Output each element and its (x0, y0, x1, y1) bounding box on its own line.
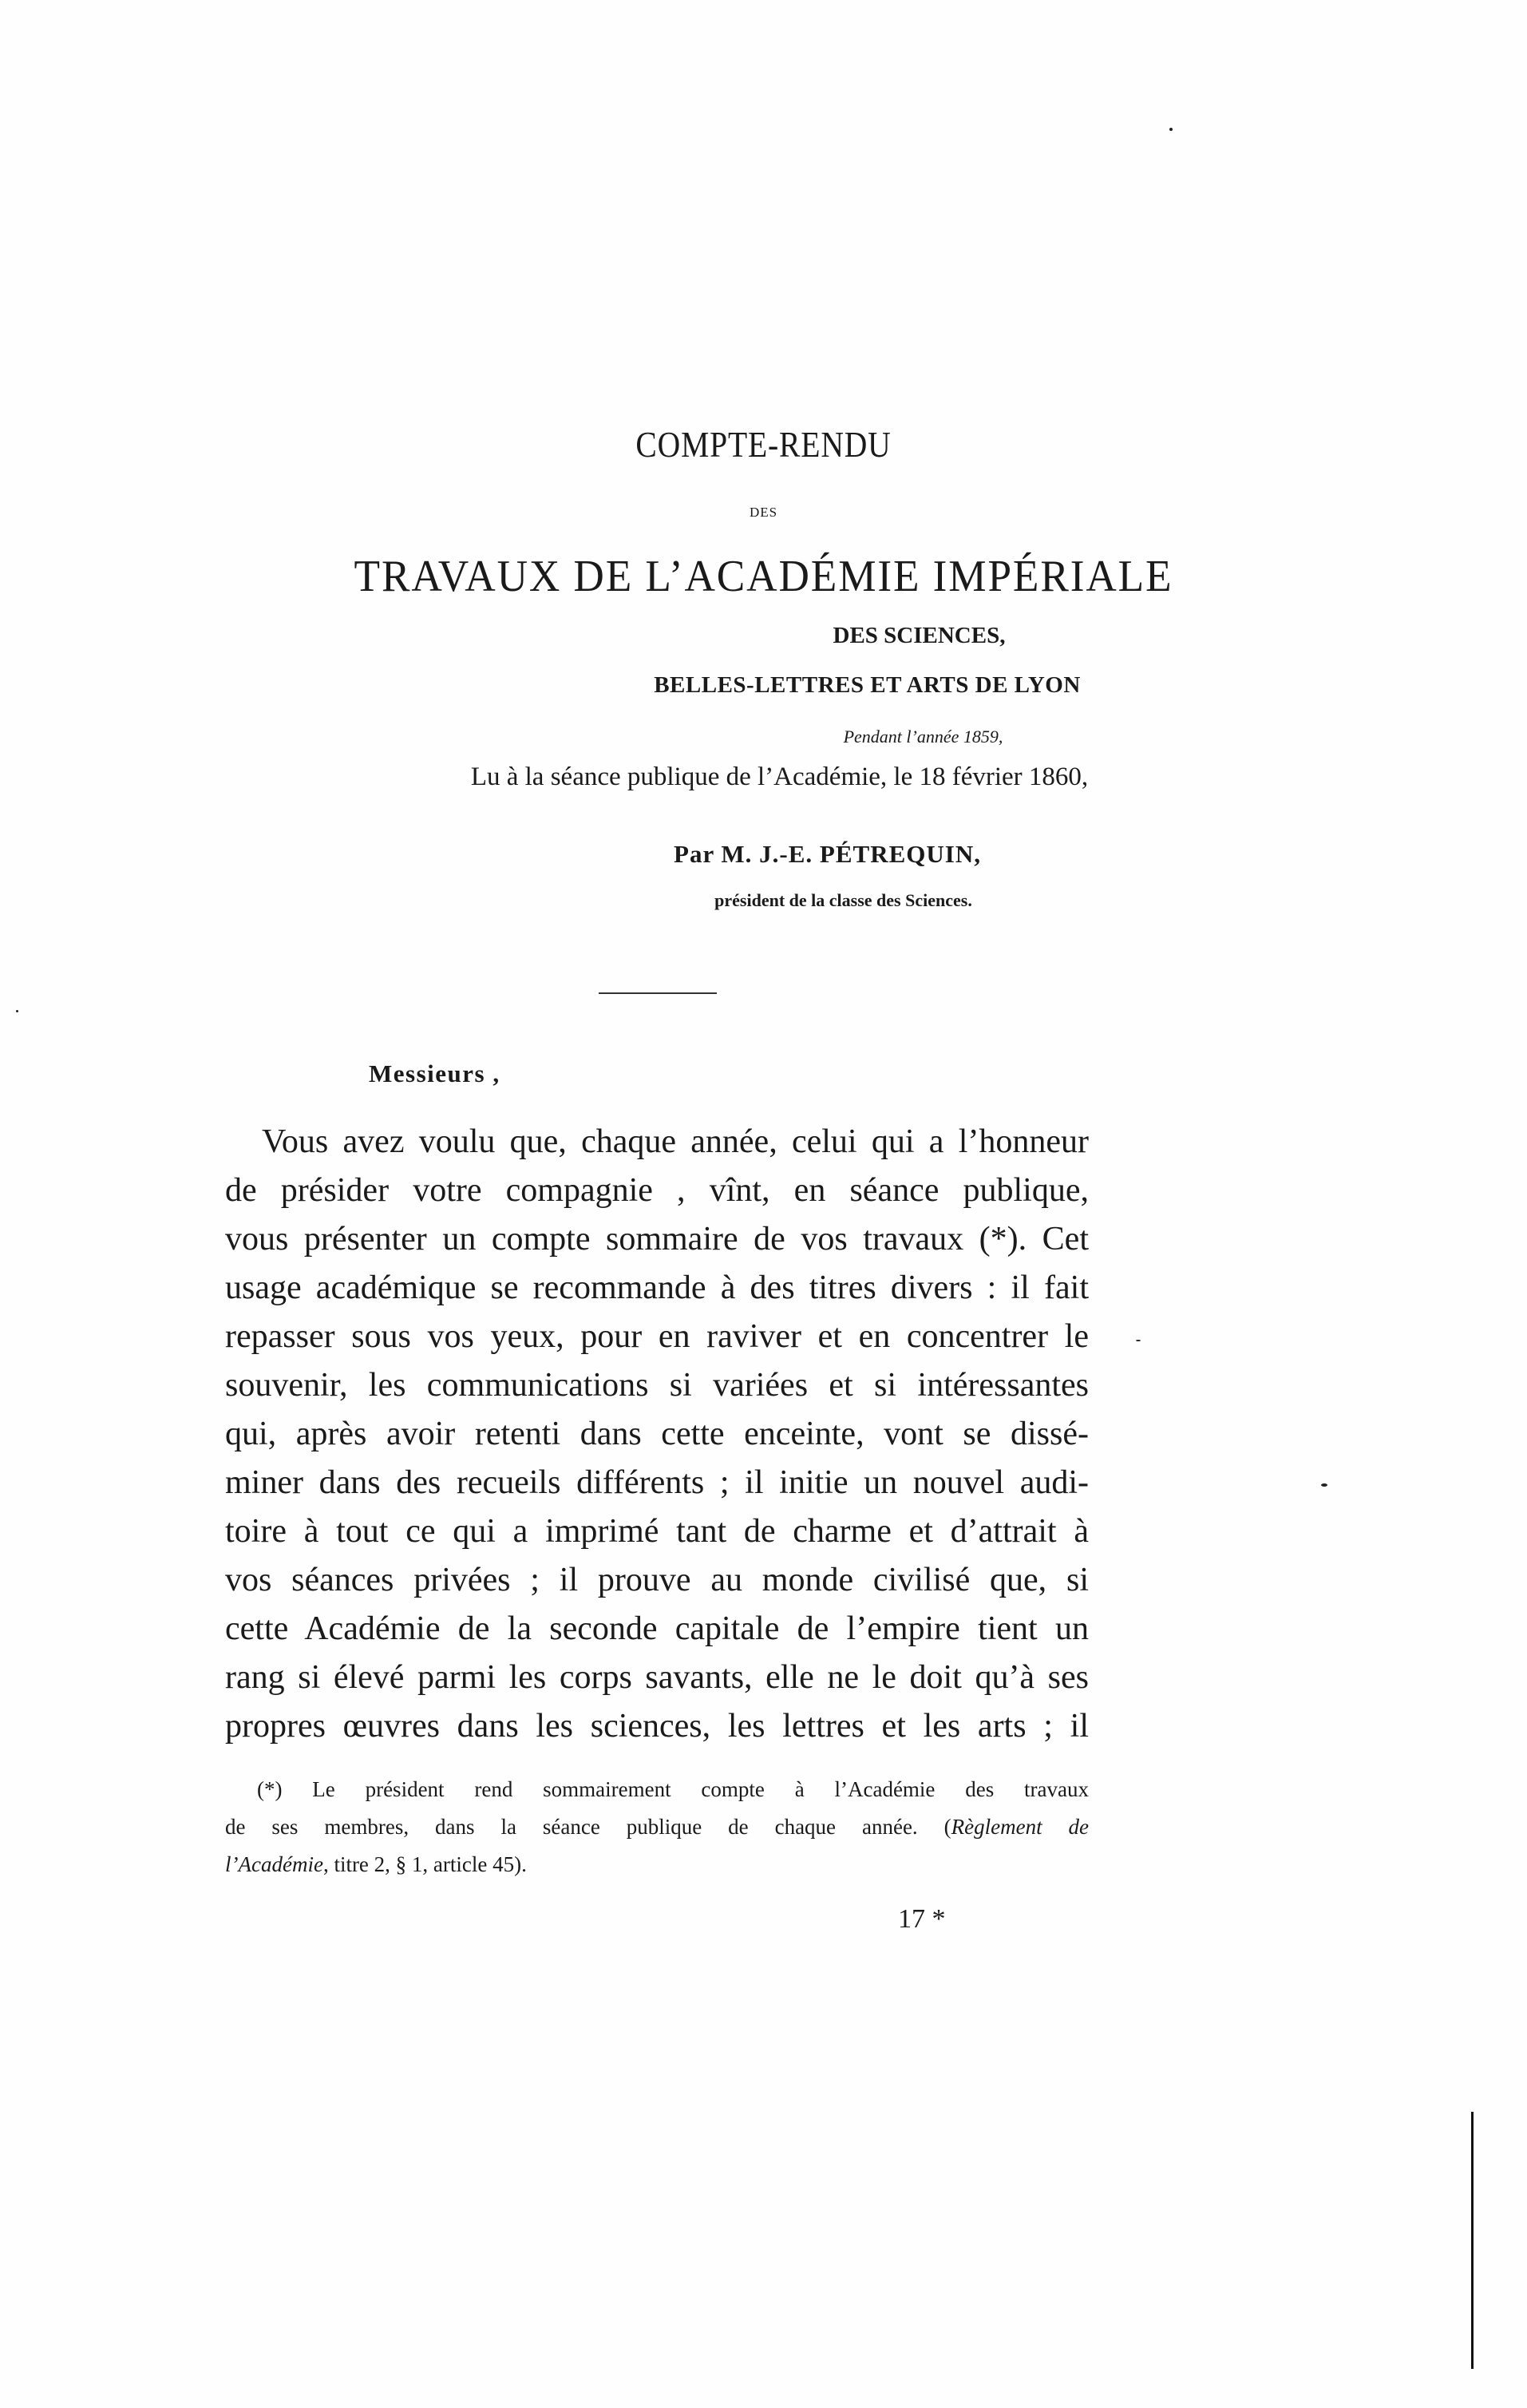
scan-speck (1169, 128, 1173, 131)
text-line: toire à tout ce qui a imprimé tant de charme et d’attrait à (225, 1513, 1089, 1550)
page-number: 17 * (898, 1904, 946, 1934)
title-compte-rendu: COMPTE-RENDU (635, 424, 892, 465)
footnote-line (225, 1846, 1089, 1883)
scan-speck (16, 1010, 18, 1012)
scan-speck (1321, 1483, 1327, 1487)
text-line: vos séances privées ; il prouve au monde civilisé que, si (225, 1562, 1089, 1598)
scan-margin-mark (1471, 2112, 1474, 2369)
text-line: propres œuvres dans les sciences, les lettres et les arts ; il (225, 1708, 1089, 1745)
footnote-line: (*) Le président rend sommairement compte à l’Académie des travaux (257, 1777, 1089, 1801)
footnote-line (225, 1808, 1089, 1846)
text-line: cette Académie de la seconde capitale de l’empire tient un (225, 1610, 1089, 1647)
main-title: TRAVAUX DE L’ACADÉMIE IMPÉRIALE (354, 552, 1173, 601)
footnote-text: de ses membres, dans la séance publique de chaque année. ( (225, 1815, 951, 1839)
text-line: de présider votre compagnie , vînt, en séance publique, (225, 1172, 1089, 1209)
text-line: Vous avez voulu que, chaque année, celui qui a l’honneur (262, 1123, 1089, 1160)
subtitle-belles-lettres: BELLES-LETTRES ET ARTS DE LYON (654, 672, 1081, 698)
author-line: Par M. J.-E. PÉTREQUIN, (674, 840, 981, 868)
text-line: rang si élevé parmi les corps savants, elle ne le doit qu’à ses (225, 1659, 1089, 1696)
text-line: vous présenter un compte sommaire de vos travaux (*). Cet (225, 1221, 1089, 1257)
footnote-text: , titre 2, § 1, article 45). (322, 1852, 527, 1876)
subtitle-des: DES (749, 505, 778, 520)
body-text (225, 1118, 1089, 1751)
subtitle-lu: Lu à la séance publique de l’Académie, le 18 février 1860, (470, 762, 1089, 791)
subtitle-sciences: DES SCIENCES, (833, 623, 1006, 648)
text-line: miner dans des recueils différents ; il initie un nouvel audi- (225, 1464, 1089, 1501)
text-line: qui, après avoir retenti dans cette enceinte, vont se dissé- (225, 1416, 1089, 1452)
subtitle-pendant: Pendant l’année 1859, (843, 727, 1003, 747)
footnote-italic: Règlement de (951, 1815, 1089, 1839)
section-divider (599, 992, 717, 994)
footnote-italic: l’Académie (225, 1852, 323, 1876)
salutation: Messieurs , (369, 1059, 500, 1087)
scan-speck (1136, 1340, 1141, 1341)
footnote (225, 1771, 1089, 1883)
text-line: usage académique se recommande à des titres divers : il fait (225, 1269, 1089, 1306)
text-line: souvenir, les communications si variées et si intéressantes (225, 1367, 1089, 1404)
author-role: président de la classe des Sciences. (714, 890, 972, 910)
text-line: repasser sous vos yeux, pour en raviver et en concentrer le (225, 1318, 1089, 1355)
